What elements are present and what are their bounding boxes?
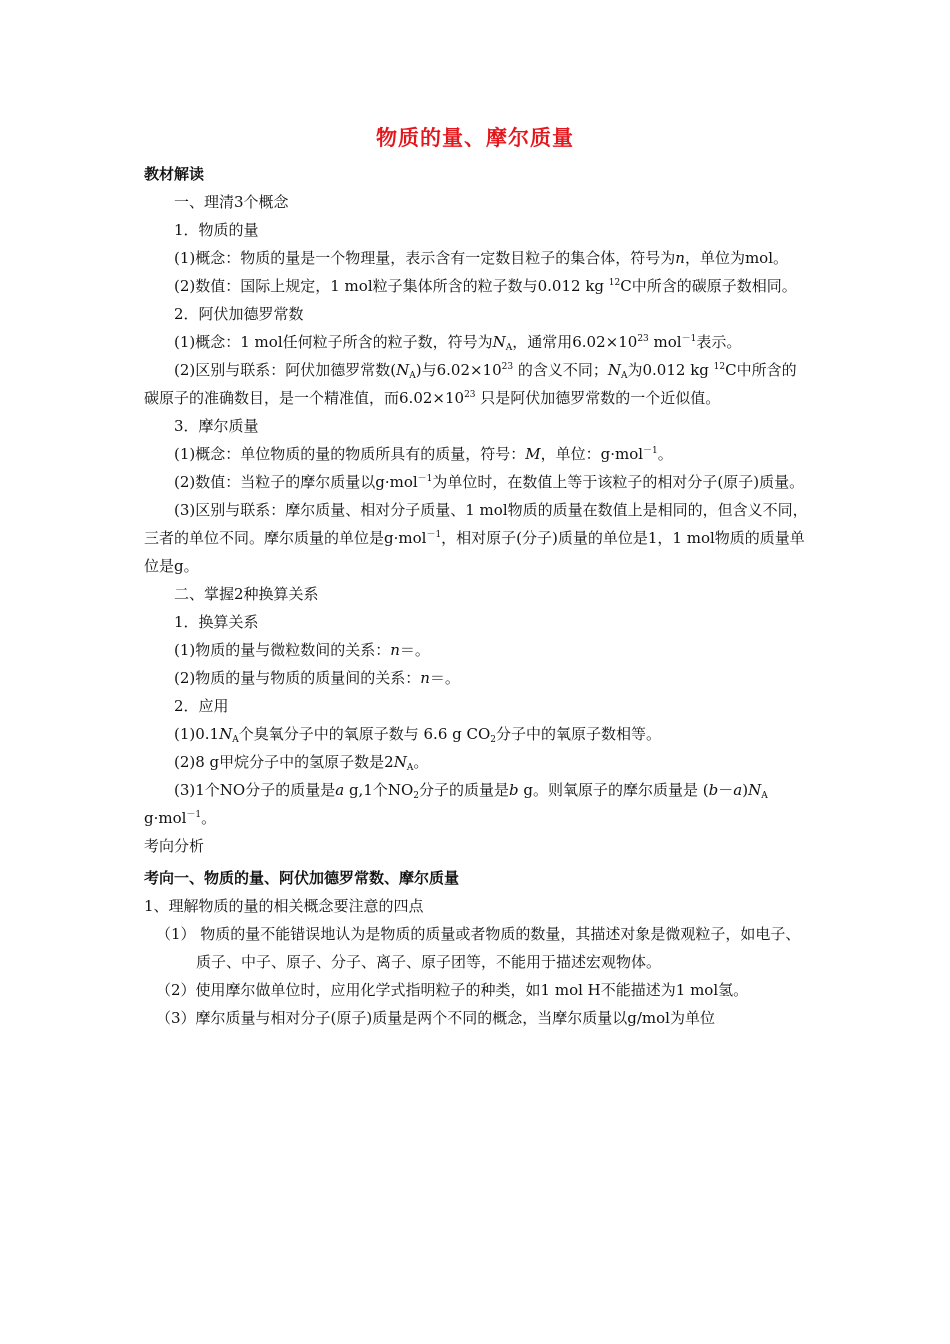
paragraph-application-2: (2)8 g甲烷分子中的氢原子数是$2N_A$。 <box>174 753 429 773</box>
paragraph-particle-relation: (1)物质的量与微粒数间的关系：n＝。 <box>174 641 430 659</box>
heading-three-concepts: 一、理清3个概念 <box>174 193 289 211</box>
heading-conversions: 二、掌握2种换算关系 <box>174 585 319 603</box>
point-1: （1） 物质的量不能错误地认为是物质的质量或者物质的数量，其描述对象是微观粒子，如电子、质子、中子、原子、分子、离子、原子团等，不能用于描述宏观物体。 <box>156 925 801 971</box>
document-body <box>144 160 808 1032</box>
paragraph-molar-mass-concept: (1)概念：单位物质的量的物质所具有的质量，符号：M，单位：g·mol$^{-1}$。 <box>174 445 673 463</box>
subheading-conversion-relation: 1．换算关系 <box>174 613 259 631</box>
section-heading-textbook: 教材解读 <box>144 165 205 183</box>
subheading-avogadro: 2．阿伏加德罗常数 <box>174 305 304 323</box>
point-2: （2）使用摩尔做单位时，应用化学式指明粒子的种类，如1 mol H不能描述为1 mol氢。 <box>156 981 749 999</box>
subheading-amount-of-substance: 1．物质的量 <box>174 221 259 239</box>
paragraph-application-3: (3)1个NO分子的质量是a g,1个$NO_2$分子的质量是b g。则氧原子的摩尔质量是 $(b-a)N_A$ g·mol$^{-1}$。 <box>144 781 768 827</box>
paragraph-value-amount: (2)数值：国际上规定，1 mol粒子集体所含的粒子数与0.012 kg $^{12}$C中所含的碳原子数相同。 <box>174 277 797 295</box>
subheading-molar-mass: 3．摩尔质量 <box>174 417 259 435</box>
heading-four-points: 1、理解物质的量的相关概念要注意的四点 <box>144 897 424 915</box>
subheading-application: 2．应用 <box>174 697 229 715</box>
document-title: 物质的量、摩尔质量 <box>376 126 574 150</box>
paragraph-avogadro-concept: (1)概念：1 mol任何粒子所含的粒子数，符号为$N_A$，通常用$6.02\times 10^{23}$ mol$^{-1}$表示。 <box>174 333 742 353</box>
section-heading-direction-1: 考向一、物质的量、阿伏加德罗常数、摩尔质量 <box>144 869 460 887</box>
paragraph-mass-relation: (2)物质的量与物质的质量间的关系：n＝。 <box>174 669 460 687</box>
point-3: （3）摩尔质量与相对分子(原子)质量是两个不同的概念，当摩尔质量以g/mol为单位 <box>156 1009 715 1027</box>
paragraph-molar-mass-difference: (3)区别与联系：摩尔质量、相对分子质量、1 mol物质的质量在数值上是相同的，但含义不同，三者的单位不同。摩尔质量的单位是g·mol$^{-1}$，相对原子(分子)质量的单位是1，1 mol物质的质量单位是g。 <box>144 501 808 575</box>
heading-analysis: 考向分析 <box>144 837 205 855</box>
paragraph-avogadro-difference: (2)区别与联系：阿伏加德罗常数$(N_A)$与$6.02\times 10^{23}$ 的含义不同；$N_A$为0.012 kg $^{12}$C中所含的碳原子的准确数目，是一个精准值，而$6.02\times 10^{23}$ 只是阿伏加德罗常数的一个近似值。 <box>144 361 797 407</box>
paragraph-molar-mass-value: (2)数值：当粒子的摩尔质量以g·mol$^{-1}$为单位时，在数值上等于该粒子的相对分子(原子)质量。 <box>174 473 805 491</box>
paragraph-concept-amount: (1)概念：物质的量是一个物理量，表示含有一定数目粒子的集合体，符号为n，单位为mol。 <box>174 249 788 267</box>
paragraph-application-1: $(1)0.1N_A$个臭氧分子中的氧原子数与 6.6 g $CO_2$分子中的氧原子数相等。 <box>174 725 662 745</box>
